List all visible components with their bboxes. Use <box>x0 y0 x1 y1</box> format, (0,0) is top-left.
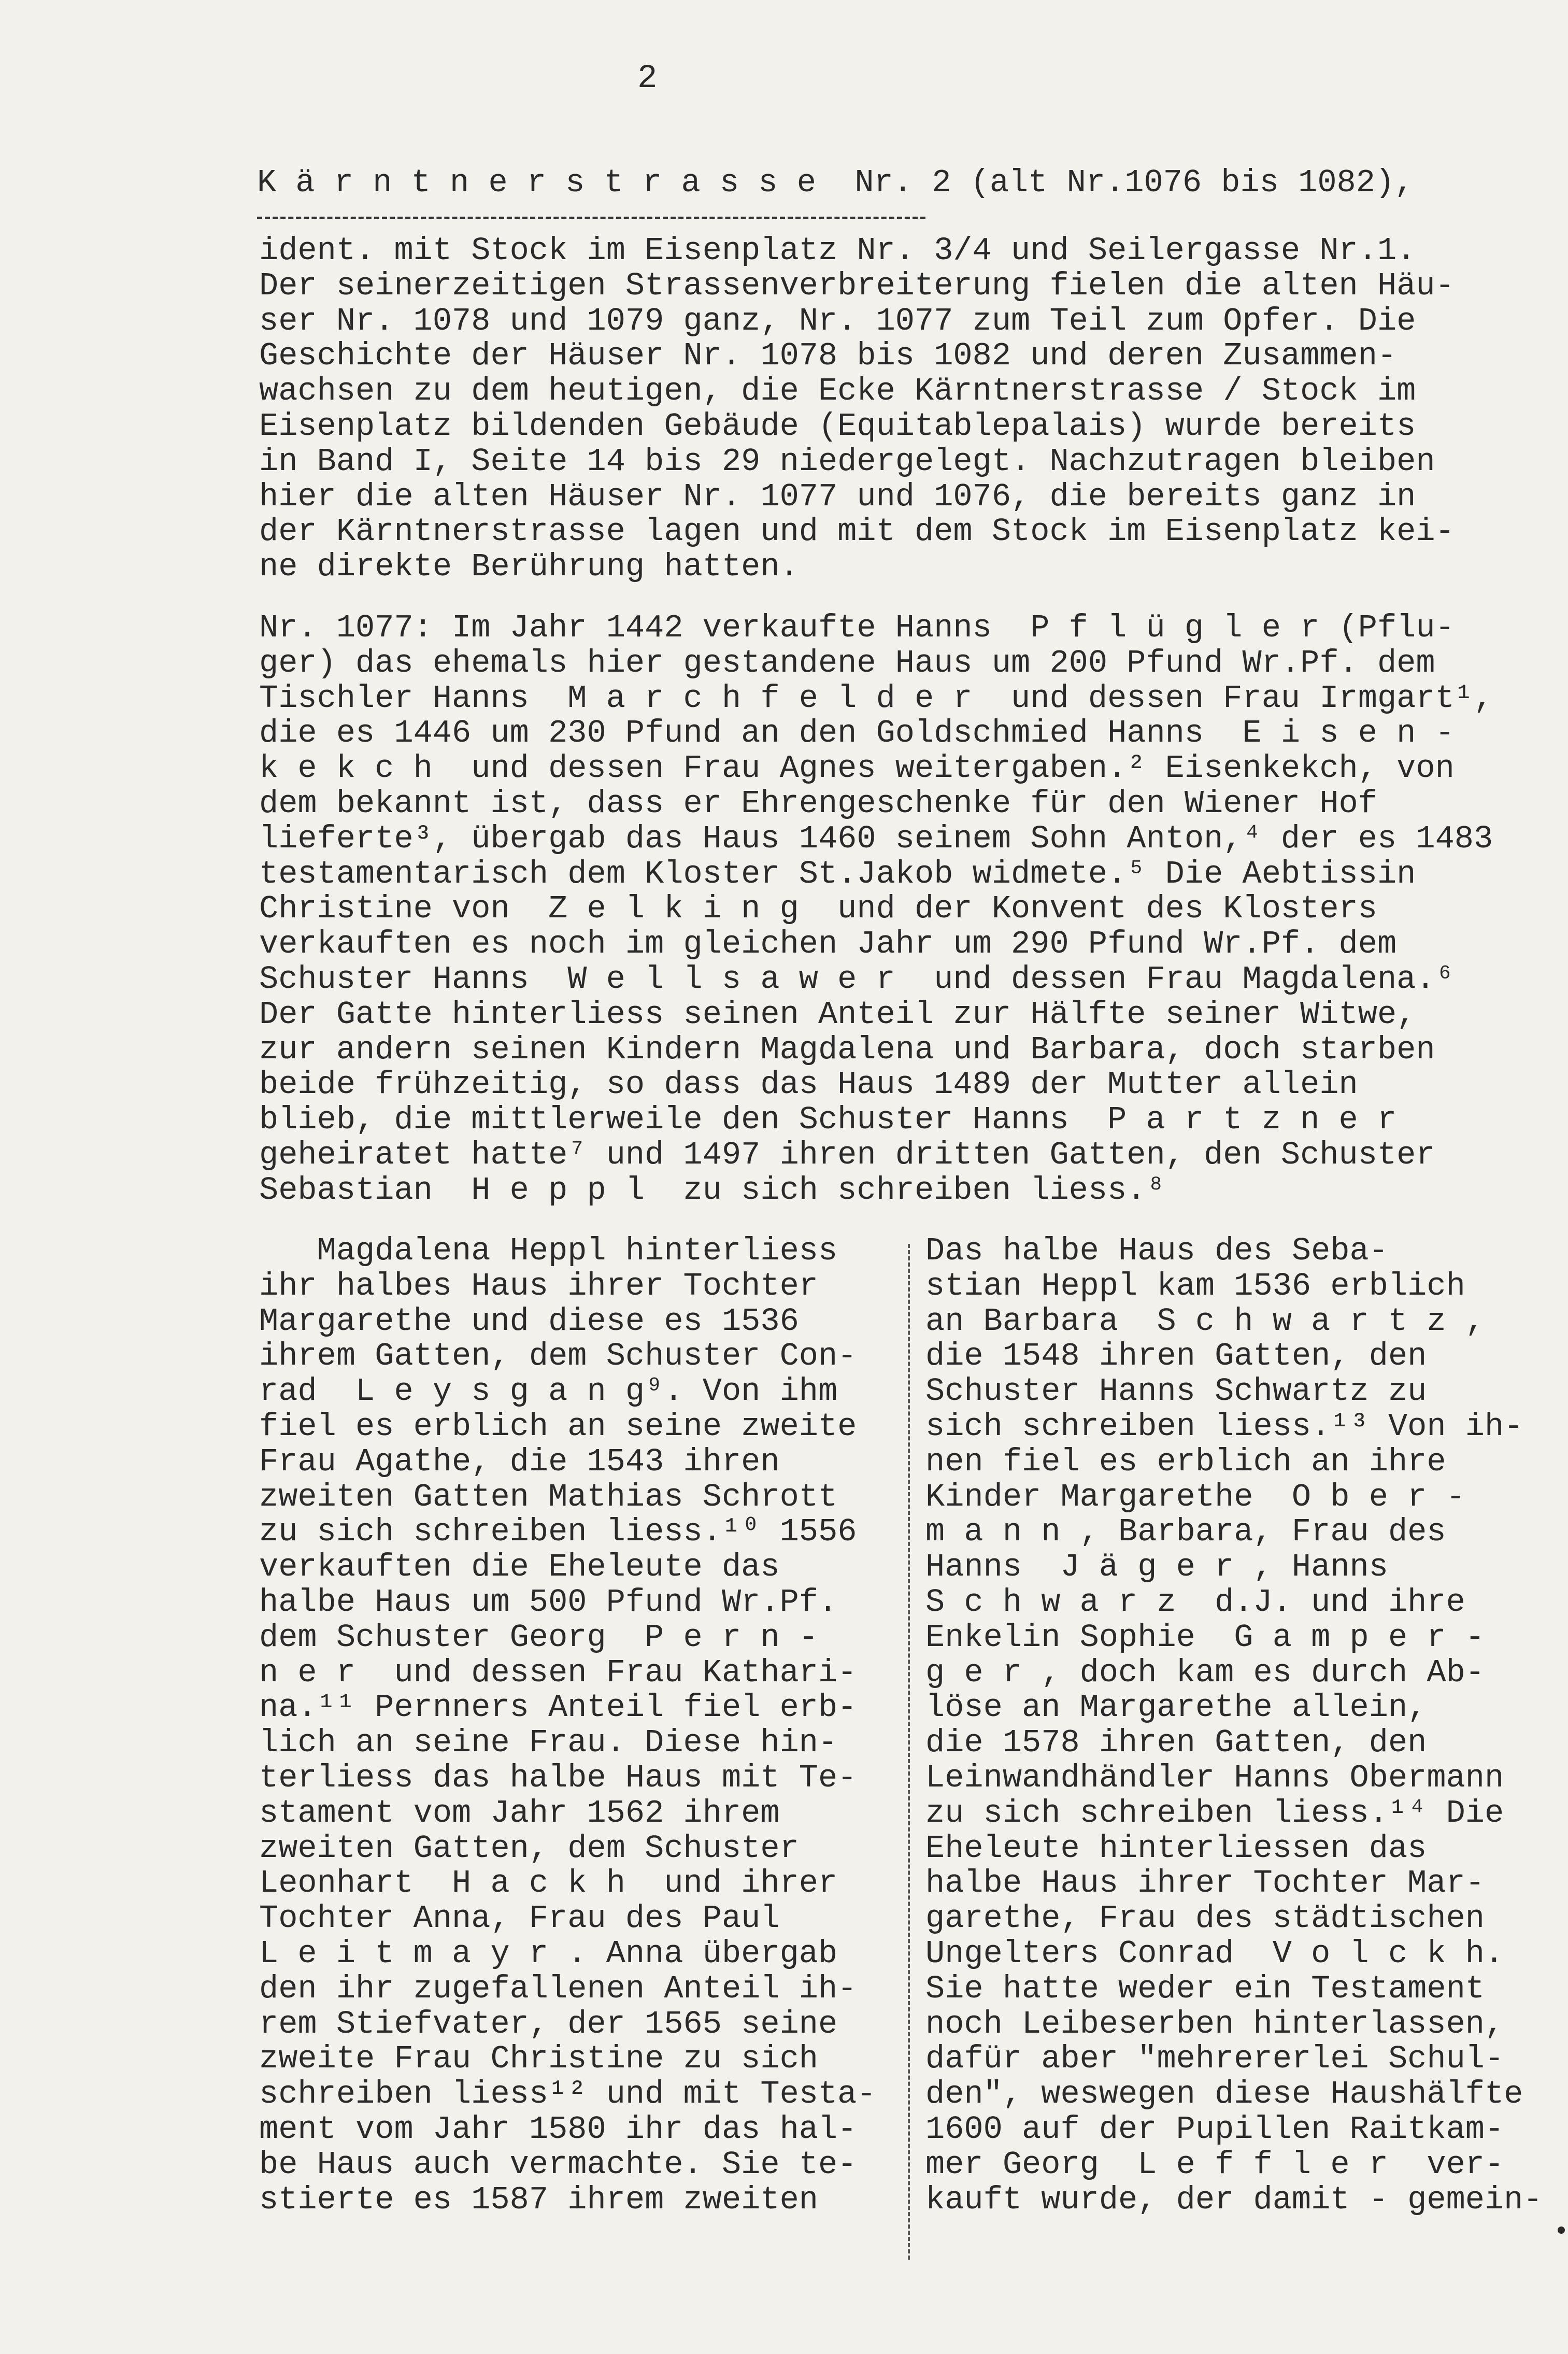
intro-line: wachsen zu dem heutigen, die Ecke Kärntnerstrasse / Stock im <box>259 373 1416 410</box>
right-column-line: Enkelin Sophie G a m p e r - <box>925 1619 1485 1656</box>
left-column-line: Frau Agathe, die 1543 ihren <box>259 1443 780 1480</box>
right-column-line: zu sich schreiben liess.¹⁴ Die <box>925 1794 1504 1832</box>
nr1077-line: zur andern seinen Kindern Magdalena und Barbara, doch starben <box>259 1031 1435 1068</box>
left-column-line: zweiten Gatten Mathias Schrott <box>259 1478 838 1515</box>
left-column-line: schreiben liess¹² und mit Testa- <box>259 2076 876 2113</box>
nr1077-line: k e k c h und dessen Frau Agnes weitergaben.² Eisenkekch, von <box>259 750 1455 787</box>
right-column-line: den", weswegen diese Haushälfte <box>925 2076 1523 2113</box>
left-column-line: ihr halbes Haus ihrer Tochter <box>259 1267 818 1304</box>
left-column-line: rad L e y s g a n g⁹. Von ihm <box>259 1373 838 1410</box>
intro-line: in Band I, Seite 14 bis 29 niedergelegt. Nachzutragen bleiben <box>259 443 1435 480</box>
heading-underline <box>257 217 925 219</box>
nr1077-line: Nr. 1077: Im Jahr 1442 verkaufte Hanns P f l ü g l e r (Pflu- <box>259 609 1455 646</box>
nr1077-line: testamentarisch dem Kloster St.Jakob widmete.⁵ Die Aebtissin <box>259 855 1416 892</box>
right-column-line: g e r , doch kam es durch Ab- <box>925 1654 1485 1691</box>
nr1077-line: geheiratet hatte⁷ und 1497 ihren dritten Gatten, den Schuster <box>259 1136 1435 1173</box>
right-column-line: Kinder Margarethe O b e r - <box>925 1478 1465 1515</box>
left-column-line: Tochter Anna, Frau des Paul <box>259 1900 780 1937</box>
right-column-line: Das halbe Haus des Seba- <box>925 1232 1388 1269</box>
nr1077-line: beide frühzeitig, so dass das Haus 1489 der Mutter allein <box>259 1066 1358 1103</box>
right-column-line: Hanns J ä g e r , Hanns <box>925 1549 1388 1586</box>
section-heading: K ä r n t n e r s t r a s s e Nr. 2 (alt Nr.1076 bis 1082), <box>257 164 1414 201</box>
left-column-line: ment vom Jahr 1580 ihr das hal- <box>259 2110 857 2148</box>
left-column-line: Margarethe und diese es 1536 <box>259 1302 799 1340</box>
right-column-line: kauft wurde, der damit - gemein- <box>925 2181 1543 2218</box>
left-column-line: dem Schuster Georg P e r n - <box>259 1619 818 1656</box>
left-column-line: halbe Haus um 500 Pfund Wr.Pf. <box>259 1583 838 1621</box>
left-column-paragraph <box>259 1233 876 2217</box>
right-column-line: S c h w a r z d.J. und ihre <box>925 1583 1465 1621</box>
right-column-line: Eheleute hinterliessen das <box>925 1830 1427 1867</box>
left-column-line: be Haus auch vermachte. Sie te- <box>259 2146 857 2183</box>
left-column-line: stierte es 1587 ihrem zweiten <box>259 2181 818 2218</box>
intro-line: ident. mit Stock im Eisenplatz Nr. 3/4 und Seilergasse Nr.1. <box>259 232 1416 269</box>
right-column-line: die 1548 ihren Gatten, den <box>925 1338 1427 1375</box>
right-column-paragraph <box>925 1233 1543 2217</box>
left-column-line: ihrem Gatten, dem Schuster Con- <box>259 1338 857 1375</box>
nr1077-line: verkauften es noch im gleichen Jahr um 290 Pfund Wr.Pf. dem <box>259 926 1397 963</box>
left-column-line: fiel es erblich an seine zweite <box>259 1408 857 1445</box>
left-column-line: den ihr zugefallenen Anteil ih- <box>259 1970 857 2007</box>
left-column-line: stament vom Jahr 1562 ihrem <box>259 1794 780 1832</box>
nr1077-line: lieferte³, übergab das Haus 1460 seinem Sohn Anton,⁴ der es 1483 <box>259 820 1493 857</box>
right-column-line: Schuster Hanns Schwartz zu <box>925 1373 1427 1410</box>
right-column-line: 1600 auf der Pupillen Raitkam- <box>925 2110 1504 2148</box>
left-column-line: na.¹¹ Pernners Anteil fiel erb- <box>259 1689 857 1726</box>
intro-line: hier die alten Häuser Nr. 1077 und 1076, die bereits ganz in <box>259 478 1416 515</box>
intro-line: ser Nr. 1078 und 1079 ganz, Nr. 1077 zum Teil zum Opfer. Die <box>259 302 1416 339</box>
right-column-line: garethe, Frau des städtischen <box>925 1900 1485 1937</box>
right-column-line: Sie hatte weder ein Testament <box>925 1970 1485 2007</box>
intro-line: ne direkte Berührung hatten. <box>259 548 799 586</box>
intro-line: Der seinerzeitigen Strassenverbreiterung fielen die alten Häu- <box>259 267 1455 304</box>
intro-line: der Kärntnerstrasse lagen und mit dem Stock im Eisenplatz kei- <box>259 513 1455 550</box>
left-column-line: zweiten Gatten, dem Schuster <box>259 1830 799 1867</box>
page-number: 2 <box>637 60 658 97</box>
left-column-line: n e r und dessen Frau Kathari- <box>259 1654 857 1691</box>
left-column-line: rem Stiefvater, der 1565 seine <box>259 2005 838 2043</box>
intro-paragraph <box>259 233 1455 585</box>
right-column-line: an Barbara S c h w a r t z , <box>925 1302 1485 1340</box>
right-column-line: mer Georg L e f f l e r ver- <box>925 2146 1504 2183</box>
left-column-line: L e i t m a y r . Anna übergab <box>259 1935 838 1972</box>
nr1077-line: Der Gatte hinterliess seinen Anteil zur Hälfte seiner Witwe, <box>259 996 1416 1033</box>
right-column-line: sich schreiben liess.¹³ Von ih- <box>925 1408 1523 1445</box>
column-divider <box>908 1244 910 2260</box>
left-column-line: zu sich schreiben liess.¹⁰ 1556 <box>259 1513 857 1551</box>
right-column-line: nen fiel es erblich an ihre <box>925 1443 1446 1480</box>
right-column-line: noch Leibeserben hinterlassen, <box>925 2005 1504 2043</box>
right-column-line: die 1578 ihren Gatten, den <box>925 1724 1427 1762</box>
left-column-line: zweite Frau Christine zu sich <box>259 2040 818 2078</box>
left-column-line: terliess das halbe Haus mit Te- <box>259 1759 857 1796</box>
margin-mark <box>1558 2227 1565 2234</box>
right-column-line: Ungelters Conrad V o l c k h. <box>925 1935 1504 1972</box>
right-column-line: stian Heppl kam 1536 erblich <box>925 1267 1465 1304</box>
nr1077-line: die es 1446 um 230 Pfund an den Goldschmied Hanns E i s e n - <box>259 715 1455 752</box>
nr1077-line: Schuster Hanns W e l l s a w e r und dessen Frau Magdalena.⁶ <box>259 960 1455 998</box>
nr1077-line: ger) das ehemals hier gestandene Haus um 200 Pfund Wr.Pf. dem <box>259 644 1435 682</box>
right-column-line: löse an Margarethe allein, <box>925 1689 1427 1726</box>
nr1077-line: blieb, die mittlerweile den Schuster Hanns P a r t z n e r <box>259 1101 1397 1139</box>
left-column-line: lich an seine Frau. Diese hin- <box>259 1724 838 1762</box>
nr-1077-paragraph <box>259 611 1493 1208</box>
left-column-line: Leonhart H a c k h und ihrer <box>259 1865 838 1902</box>
left-column-line: Magdalena Heppl hinterliess <box>259 1232 838 1269</box>
nr1077-line: Sebastian H e p p l zu sich schreiben liess.⁸ <box>259 1171 1165 1209</box>
right-column-line: halbe Haus ihrer Tochter Mar- <box>925 1865 1485 1902</box>
left-column-line: verkauften die Eheleute das <box>259 1549 780 1586</box>
nr1077-line: dem bekannt ist, dass er Ehrengeschenke für den Wiener Hof <box>259 785 1377 822</box>
right-column-line: dafür aber "mehrererlei Schul- <box>925 2040 1504 2078</box>
intro-line: Eisenplatz bildenden Gebäude (Equitablepalais) wurde bereits <box>259 407 1416 445</box>
right-column-line: m a n n , Barbara, Frau des <box>925 1513 1446 1551</box>
nr1077-line: Christine von Z e l k i n g und der Konvent des Klosters <box>259 890 1377 928</box>
nr1077-line: Tischler Hanns M a r c h f e l d e r und dessen Frau Irmgart¹, <box>259 679 1493 717</box>
intro-line: Geschichte der Häuser Nr. 1078 bis 1082 und deren Zusammen- <box>259 337 1397 375</box>
right-column-line: Leinwandhändler Hanns Obermann <box>925 1759 1504 1796</box>
